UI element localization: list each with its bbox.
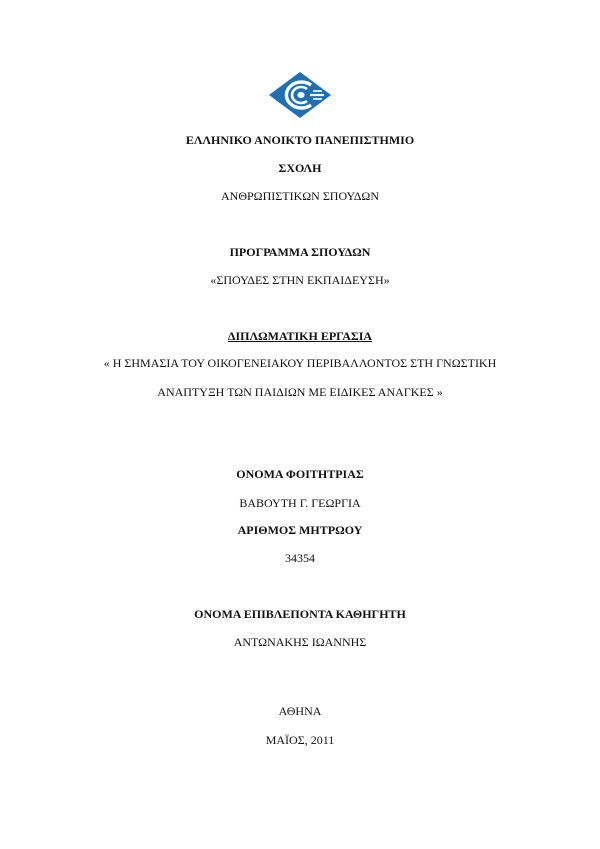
school-label: ΣΧΟΛΗ bbox=[278, 161, 322, 175]
program-name: «ΣΠΟΥΔΕΣ ΣΤΗΝ ΕΚΠΑΙΔΕΥΣΗ» bbox=[210, 273, 390, 287]
student-name: ΒΑΒΟΥΤΗ Γ. ΓΕΩΡΓΙΑ bbox=[239, 496, 361, 510]
date: ΜΑΪΟΣ, 2011 bbox=[265, 733, 335, 747]
thesis-title-line1: « Η ΣΗΜΑΣΙΑ ΤΟΥ ΟΙΚΟΓΕΝΕΙΑΚΟΥ ΠΕΡΙΒΑΛΛΟΝΤΟΣ ΣΤΗ ΓΝΩΣΤΙΚΗ bbox=[103, 356, 497, 370]
supervisor-name: ΑΝΤΩΝΑΚΗΣ ΙΩΑΝΝΗΣ bbox=[233, 635, 367, 649]
student-label: ΟΝΟΜΑ ΦΟΙΤΗΤΡΙΑΣ bbox=[236, 467, 364, 481]
university-logo-icon bbox=[268, 71, 332, 119]
thesis-label: ΔΙΠΛΩΜΑΤΙΚΗ ΕΡΓΑΣΙΑ bbox=[227, 329, 373, 343]
registration-label: ΑΡΙΘΜΟΣ ΜΗΤΡΩΟΥ bbox=[237, 523, 363, 537]
program-label: ΠΡΟΓΡΑΜΜΑ ΣΠΟΥΔΩΝ bbox=[229, 245, 371, 259]
registration-number: 34354 bbox=[285, 551, 315, 565]
thesis-title-line2: ΑΝΑΠΤΥΞΗ ΤΩΝ ΠΑΙΔΙΩΝ ΜΕ ΕΙΔΙΚΕΣ ΑΝΑΓΚΕΣ » bbox=[157, 385, 443, 399]
supervisor-label: ΟΝΟΜΑ ΕΠΙΒΛΕΠΟΝΤΑ ΚΑΘΗΓΗΤΗ bbox=[194, 607, 406, 621]
school-name: ΑΝΘΡΩΠΙΣΤΙΚΩΝ ΣΠΟΥΔΩΝ bbox=[221, 189, 379, 203]
university-name: ΕΛΛΗΝΙΚΟ ΑΝΟΙΚΤΟ ΠΑΝΕΠΙΣΤΗΜΙΟ bbox=[185, 133, 415, 147]
city: ΑΘΗΝΑ bbox=[278, 704, 322, 718]
